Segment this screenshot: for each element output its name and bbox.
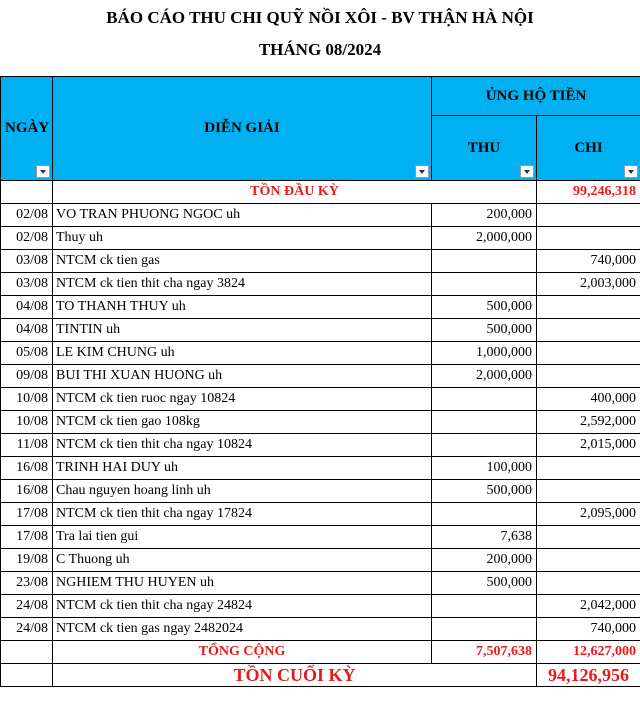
cell-chi[interactable] bbox=[537, 572, 640, 595]
cell-date[interactable]: 05/08 bbox=[1, 342, 53, 365]
cell-date[interactable]: 02/08 bbox=[1, 204, 53, 227]
cell-date[interactable]: 10/08 bbox=[1, 388, 53, 411]
table-row bbox=[1, 342, 640, 365]
header-dien-giai-label: DIỄN GIẢI bbox=[204, 120, 280, 136]
opening-balance-value: 99,246,318 bbox=[537, 181, 640, 204]
cell-thu[interactable]: 200,000 bbox=[432, 549, 537, 572]
closing-balance-row bbox=[1, 664, 640, 687]
filter-dropdown-icon[interactable] bbox=[624, 165, 638, 178]
header-dien-giai[interactable] bbox=[53, 77, 432, 181]
cell-description[interactable]: TINTIN uh bbox=[53, 319, 432, 342]
cell-thu[interactable]: 500,000 bbox=[432, 319, 537, 342]
cell-chi[interactable] bbox=[537, 342, 640, 365]
cell-thu[interactable]: 100,000 bbox=[432, 457, 537, 480]
cell-chi[interactable] bbox=[537, 296, 640, 319]
table-row bbox=[1, 526, 640, 549]
cell-thu[interactable] bbox=[432, 595, 537, 618]
cell-description[interactable]: LE KIM CHUNG uh bbox=[53, 342, 432, 365]
cell-thu[interactable]: 2,000,000 bbox=[432, 365, 537, 388]
cell-description[interactable]: BUI THI XUAN HUONG uh bbox=[53, 365, 432, 388]
total-chi: 12,627,000 bbox=[537, 641, 640, 664]
cell-description[interactable]: NTCM ck tien thit cha ngay 10824 bbox=[53, 434, 432, 457]
total-row bbox=[1, 641, 640, 664]
cell-thu[interactable] bbox=[432, 250, 537, 273]
cell-date[interactable]: 16/08 bbox=[1, 480, 53, 503]
total-thu: 7,507,638 bbox=[432, 641, 537, 664]
table-row bbox=[1, 319, 640, 342]
cell-date[interactable]: 02/08 bbox=[1, 227, 53, 250]
header-ngay-label: NGÀY bbox=[5, 120, 50, 136]
cell-date[interactable]: 23/08 bbox=[1, 572, 53, 595]
table-row bbox=[1, 273, 640, 296]
cell-empty bbox=[1, 181, 53, 204]
cell-chi[interactable]: 2,592,000 bbox=[537, 411, 640, 434]
cell-thu[interactable]: 500,000 bbox=[432, 572, 537, 595]
cell-chi[interactable] bbox=[537, 526, 640, 549]
table-row bbox=[1, 365, 640, 388]
opening-balance-row bbox=[1, 181, 640, 204]
cell-date[interactable]: 03/08 bbox=[1, 250, 53, 273]
cell-chi[interactable]: 400,000 bbox=[537, 388, 640, 411]
table-row bbox=[1, 411, 640, 434]
table-row bbox=[1, 250, 640, 273]
cell-thu[interactable]: 1,000,000 bbox=[432, 342, 537, 365]
cell-thu[interactable]: 7,638 bbox=[432, 526, 537, 549]
cell-description[interactable]: NTCM ck tien thit cha ngay 17824 bbox=[53, 503, 432, 526]
cell-date[interactable]: 19/08 bbox=[1, 549, 53, 572]
cell-description[interactable]: C Thuong uh bbox=[53, 549, 432, 572]
cell-date[interactable]: 17/08 bbox=[1, 503, 53, 526]
cell-chi[interactable] bbox=[537, 204, 640, 227]
cell-thu[interactable] bbox=[432, 411, 537, 434]
table-row bbox=[1, 572, 640, 595]
cell-chi[interactable]: 740,000 bbox=[537, 618, 640, 641]
cell-date[interactable]: 11/08 bbox=[1, 434, 53, 457]
table-row bbox=[1, 457, 640, 480]
cell-chi[interactable] bbox=[537, 319, 640, 342]
cell-thu[interactable] bbox=[432, 273, 537, 296]
cell-date[interactable]: 04/08 bbox=[1, 296, 53, 319]
opening-balance-label: TỒN ĐẦU KỲ bbox=[53, 181, 537, 204]
cell-thu[interactable] bbox=[432, 618, 537, 641]
closing-balance-value: 94,126,956 bbox=[537, 664, 640, 687]
header-ngay[interactable] bbox=[1, 77, 53, 181]
header-ung-ho bbox=[432, 77, 640, 116]
closing-balance-label: TỒN CUỐI KỲ bbox=[53, 664, 537, 687]
table-row bbox=[1, 503, 640, 526]
cell-thu[interactable]: 500,000 bbox=[432, 296, 537, 319]
cell-date[interactable]: 10/08 bbox=[1, 411, 53, 434]
header-chi[interactable] bbox=[537, 116, 640, 181]
header-thu[interactable] bbox=[432, 116, 537, 181]
report-month: THÁNG 08/2024 bbox=[258, 40, 382, 59]
cell-thu[interactable]: 2,000,000 bbox=[432, 227, 537, 250]
cell-chi[interactable] bbox=[537, 227, 640, 250]
filter-dropdown-icon[interactable] bbox=[415, 165, 429, 178]
cell-thu[interactable] bbox=[432, 503, 537, 526]
header-chi-label: CHI bbox=[574, 139, 603, 156]
cell-date[interactable]: 04/08 bbox=[1, 319, 53, 342]
cell-chi[interactable] bbox=[537, 480, 640, 503]
cell-description[interactable]: NGHIEM THU HUYEN uh bbox=[53, 572, 432, 595]
ledger-table bbox=[0, 76, 640, 687]
cell-chi[interactable] bbox=[537, 549, 640, 572]
cell-date[interactable]: 03/08 bbox=[1, 273, 53, 296]
cell-date[interactable]: 16/08 bbox=[1, 457, 53, 480]
table-row bbox=[1, 388, 640, 411]
cell-empty bbox=[1, 664, 53, 687]
cell-thu[interactable]: 200,000 bbox=[432, 204, 537, 227]
filter-dropdown-icon[interactable] bbox=[36, 165, 50, 178]
cell-date[interactable]: 17/08 bbox=[1, 526, 53, 549]
cell-description[interactable]: Thuy uh bbox=[53, 227, 432, 250]
total-label: TỔNG CỘNG bbox=[53, 641, 432, 664]
table-row bbox=[1, 549, 640, 572]
cell-description[interactable]: NTCM ck tien thit cha ngay 24824 bbox=[53, 595, 432, 618]
header-ung-ho-label: ỦNG HỘ TIỀN bbox=[485, 87, 587, 104]
table-row bbox=[1, 227, 640, 250]
cell-description[interactable]: NTCM ck tien ruoc ngay 10824 bbox=[53, 388, 432, 411]
header-thu-label: THU bbox=[467, 139, 501, 156]
table-row bbox=[1, 480, 640, 503]
cell-thu[interactable] bbox=[432, 388, 537, 411]
cell-chi[interactable] bbox=[537, 457, 640, 480]
cell-chi[interactable]: 740,000 bbox=[537, 250, 640, 273]
filter-dropdown-icon[interactable] bbox=[520, 165, 534, 178]
table-row bbox=[1, 595, 640, 618]
cell-description[interactable]: TO THANH THUY uh bbox=[53, 296, 432, 319]
cell-thu[interactable]: 500,000 bbox=[432, 480, 537, 503]
cell-chi[interactable]: 2,042,000 bbox=[537, 595, 640, 618]
cell-thu[interactable] bbox=[432, 434, 537, 457]
cell-date[interactable]: 09/08 bbox=[1, 365, 53, 388]
cell-chi[interactable]: 2,003,000 bbox=[537, 273, 640, 296]
cell-empty bbox=[1, 641, 53, 664]
cell-description[interactable]: NTCM ck tien thit cha ngay 3824 bbox=[53, 273, 432, 296]
cell-description[interactable]: Chau nguyen hoang linh uh bbox=[53, 480, 432, 503]
table-row bbox=[1, 204, 640, 227]
cell-chi[interactable]: 2,095,000 bbox=[537, 503, 640, 526]
cell-description[interactable]: Tra lai tien gui bbox=[53, 526, 432, 549]
cell-description[interactable]: NTCM ck tien gao 108kg bbox=[53, 411, 432, 434]
cell-date[interactable]: 24/08 bbox=[1, 595, 53, 618]
cell-date[interactable]: 24/08 bbox=[1, 618, 53, 641]
cell-description[interactable]: TRINH HAI DUY uh bbox=[53, 457, 432, 480]
report-title: BÁO CÁO THU CHI QUỸ NỒI XÔI - BV THẬN HÀ NỘI bbox=[106, 8, 534, 27]
table-row bbox=[1, 618, 640, 641]
cell-description[interactable]: NTCM ck tien gas bbox=[53, 250, 432, 273]
table-row bbox=[1, 296, 640, 319]
cell-description[interactable]: VO TRAN PHUONG NGOC uh bbox=[53, 204, 432, 227]
cell-description[interactable]: NTCM ck tien gas ngay 2482024 bbox=[53, 618, 432, 641]
cell-chi[interactable] bbox=[537, 365, 640, 388]
table-row bbox=[1, 434, 640, 457]
cell-chi[interactable]: 2,015,000 bbox=[537, 434, 640, 457]
